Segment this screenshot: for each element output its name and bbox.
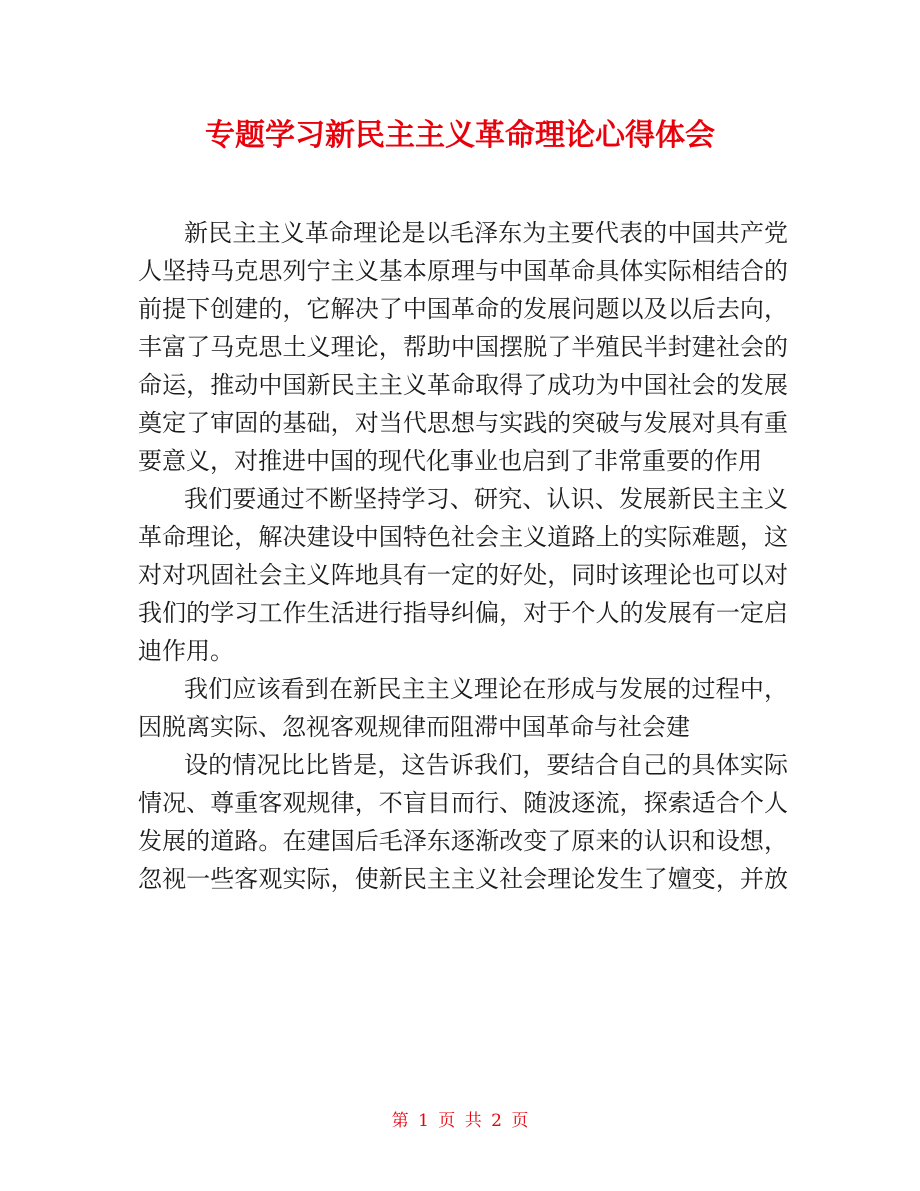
page-footer: 第 1 页 共 2 页 (391, 1111, 529, 1131)
text-line: 新民主主义革命理论是以毛泽东为主要代表的中国共产党 (184, 219, 788, 247)
text-line: 革命理论，解决建设中国特色社会主义道路上的实际难题，这 (138, 523, 788, 551)
document-title: 专题学习新民主主义革命理论心得体会 (205, 118, 715, 153)
text-line: 情况、尊重客观规律，不盲目而行、随波逐流，探索适合个人 (138, 789, 788, 817)
text-line: 前提下创建的，它解决了中国革命的发展问题以及以后去向， (138, 295, 788, 323)
text-line: 命运，推动中国新民主主义革命取得了成功为中国社会的发展 (138, 371, 788, 399)
text-line: 奠定了审固的基础，对当代思想与实践的突破与发展对具有重 (138, 409, 788, 437)
text-line: 设的情况比比皆是，这告诉我们，要结合自己的具体实际 (184, 751, 788, 779)
text-line: 我们要通过不断坚持学习、研究、认识、发展新民主主义 (184, 485, 788, 513)
text-line: 我们应该看到在新民主主义理论在形成与发展的过程中， (184, 675, 788, 703)
text-line: 对对巩固社会主义阵地具有一定的好处，同时该理论也可以对 (138, 561, 788, 589)
text-line: 丰富了马克思土义理论，帮助中国摆脱了半殖民半封建社会的 (138, 333, 788, 361)
text-line: 忽视一些客观实际，使新民主主义社会理论发生了嬗变，并放 (138, 865, 788, 893)
text-line: 迪作用。 (138, 637, 234, 665)
text-line: 因脱离实际、忽视客观规律而阻滞中国革命与社会建 (138, 713, 690, 741)
document-body (138, 214, 788, 898)
text-line: 要意义，对推进中国的现代化事业也启到了非常重要的作用 (138, 447, 762, 475)
text-line: 人坚持马克思列宁主义基本原理与中国革命具体实际相结合的 (138, 257, 788, 285)
text-line: 发展的道路。在建国后毛泽东逐渐改变了原来的认识和设想， (138, 827, 788, 855)
text-line: 我们的学习工作生活进行指导纠偏，对于个人的发展有一定启 (138, 599, 788, 627)
